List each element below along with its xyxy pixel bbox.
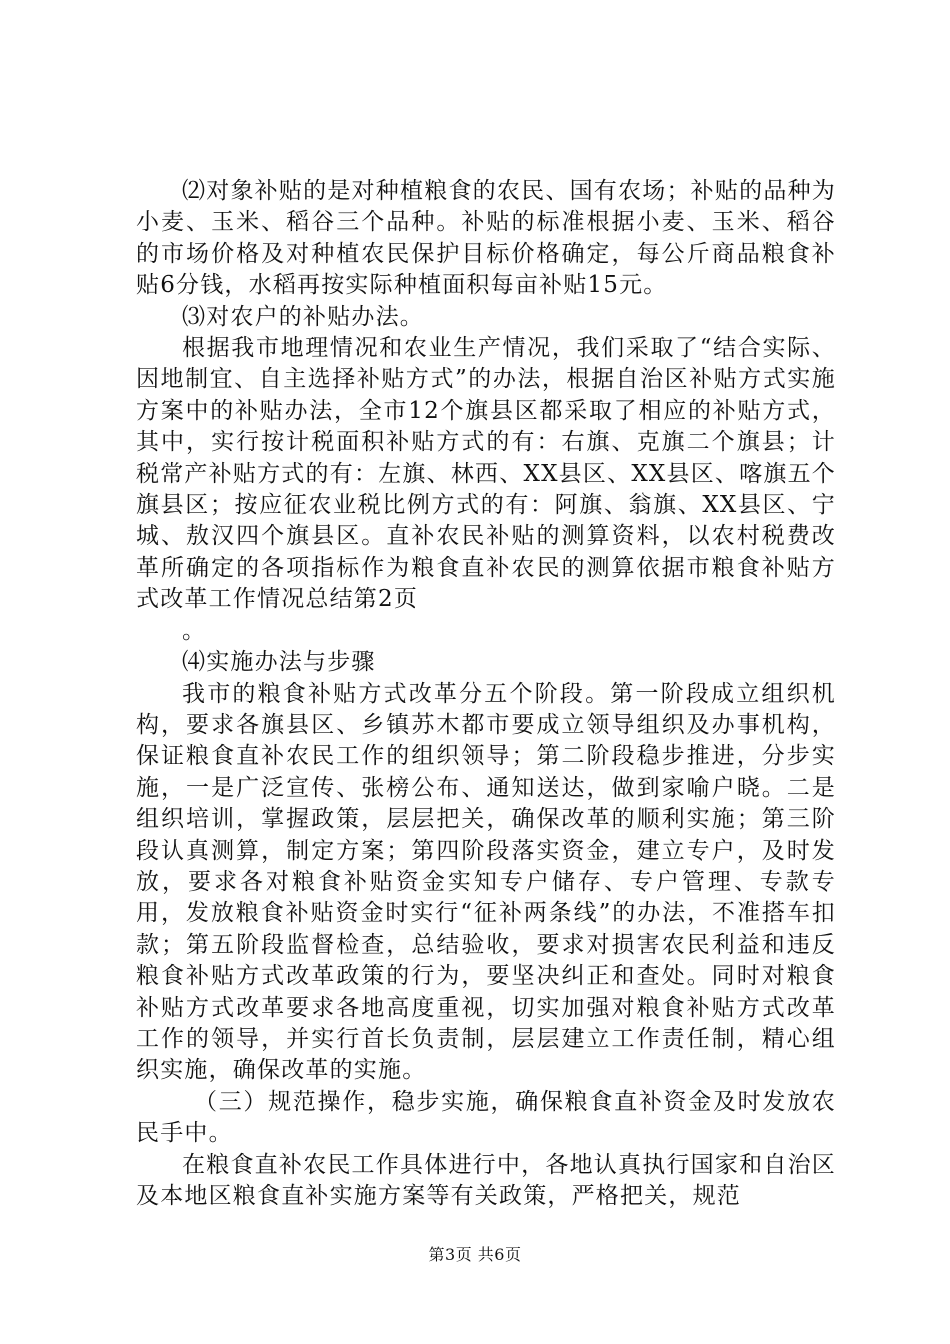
paragraph-implementation-heading: ⑷实施办法与步骤	[182, 649, 376, 676]
paragraph-subsidy-target: ⑵对象补贴的是对种植粮食的农民、国有农场；补贴的品种为小麦、玉米、稻谷三个品种。补贴的标准根据小麦、玉米、稻谷的市场价格及对种植农民保护目标价格确定，每公斤商品粮食补贴6分钱，水稻再按实际种植面积每亩补贴15元。	[136, 178, 836, 299]
paragraph-section-three-heading: （三）规范操作，稳步实施，确保粮食直补资金及时发放农民手中。	[136, 1088, 836, 1147]
page-footer: 第3页 共6页	[428, 1245, 522, 1264]
paragraph-stray-period: 。	[182, 617, 207, 644]
paragraph-subsidy-approach: 根据我市地理情况和农业生产情况，我们采取了“结合实际、因地制宜、自主选择补贴方式”的办法，根据自治区补贴方式实施方案中的补贴办法，全市12个旗县区都采取了相应的补贴方式，其中，实行按计税面积补贴方式的有：右旗、克旗二个旗县；计税常产补贴方式的有：左旗、林西、XX县区、XX县区、喀旗五个旗县区；按应征农业税比例方式的有：阿旗、翁旗、XX县区、宁城、敖汉四个旗县区。直补农民补贴的测算资料，以农村税费改革所确定的各项指标作为粮食直补农民的测算依据市粮食补贴方式改革工作情况总结第2页	[136, 335, 836, 613]
paragraph-farmer-subsidy-method-heading: ⑶对农户的补贴办法。	[182, 303, 424, 330]
paragraph-implementation-stages: 我市的粮食补贴方式改革分五个阶段。第一阶段成立组织机构，要求各旗县区、乡镇苏木都市要成立领导组织及办事机构，保证粮食直补农民工作的组织领导；第二阶段稳步推进，分步实施，一是广泛宣传、张榜公布、通知送达，做到家喻户晓。二是组织培训，掌握政策，层层把关，确保改革的顺利实施；第三阶段认真测算，制定方案；第四阶段落实资金，建立专户，及时发放，要求各对粮食补贴资金实知专户储存、专户管理、专款专用，发放粮食补贴资金时实行“征补两条线”的办法，不准搭车扣款；第五阶段监督检查，总结验收，要求对损害农民利益和违反粮食补贴方式改革政策的行为，要坚决纠正和查处。同时对粮食补贴方式改革要求各地高度重视，切实加强对粮食补贴方式改革工作的领导，并实行首长负责制，层层建立工作责任制，精心组织实施，确保改革的实施。	[136, 680, 836, 1084]
paragraph-direct-subsidy-work: 在粮食直补农民工作具体进行中，各地认真执行国家和自治区及本地区粮食直补实施方案等有关政策，严格把关，规范	[136, 1151, 836, 1209]
document-body	[136, 176, 836, 1212]
